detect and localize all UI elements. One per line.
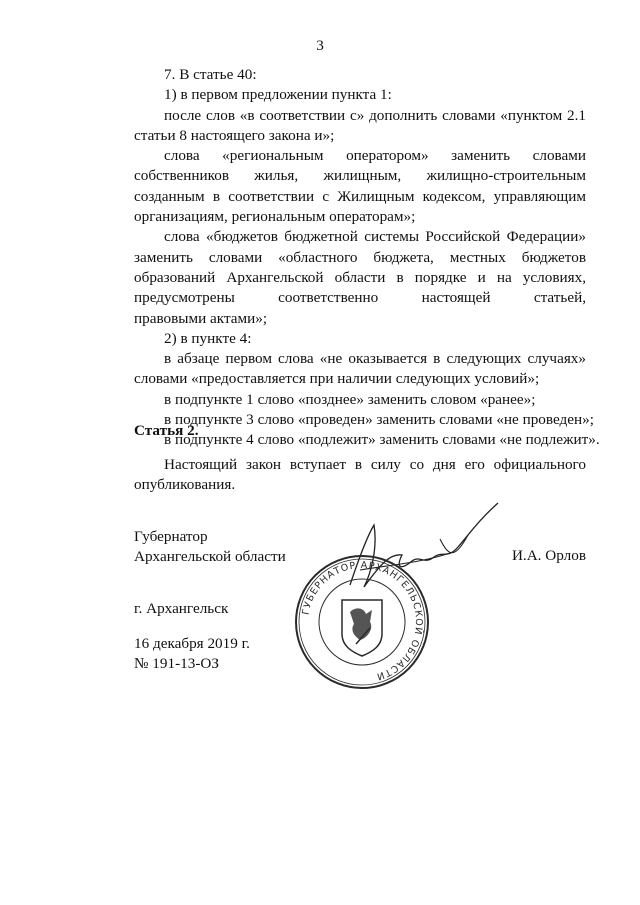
coat-of-arms-icon (342, 600, 382, 656)
signatory-position (134, 527, 286, 568)
text-line: статьи 8 настоящего закона и»; (134, 126, 335, 144)
text-line: после слов «в соответствии с» дополнить словами «пунктом 2.1 (164, 106, 586, 124)
signatory-name: И.А. Орлов (511, 547, 586, 564)
text-line: в подпункте 3 слово «проведен» заменить словами «не проведен»; (164, 411, 594, 429)
text-line: словами «предоставляется при наличии следующих условий»; (134, 370, 540, 388)
text-line: в подпункте 4 слово «подлежит» заменить словами «не подлежит». (164, 431, 600, 449)
text-line: слова «бюджетов бюджетной системы Российской Федерации» (164, 228, 586, 246)
text-line: правовыми актами»; (134, 309, 268, 327)
text-line: слова «региональным оператором» заменить словами (164, 147, 586, 165)
text-line: созданным в соответствии с Жилищным кодексом, управляющим (134, 187, 586, 205)
svg-text:ГУБЕРНАТОР АРХАНГЕЛЬСКОЙ ОБЛАС: ГУБЕРНАТОР АРХАНГЕЛЬСКОЙ ОБЛАСТИ (300, 559, 425, 683)
text-line: предусмотрены соответственно настоящей статьей, (134, 289, 586, 307)
article-2-text (134, 455, 586, 496)
signing-date: 16 декабря 2019 г. (134, 635, 250, 652)
text-line: 1) в первом предложении пункта 1: (164, 86, 392, 104)
text-line: заменить словами «областного бюджета, местных бюджетов (134, 248, 586, 266)
official-seal (292, 552, 432, 692)
place-of-signing: г. Архангельск (134, 600, 229, 617)
text-line: организациям, региональным операторам»; (134, 208, 416, 226)
article-2-line-1: Настоящий закон вступает в силу со дня его официального (164, 456, 586, 473)
page-number: 3 (316, 37, 324, 54)
article-2-title: Статья 2. (134, 422, 199, 439)
text-line: 2) в пункте 4: (164, 329, 252, 347)
amendment-text (134, 65, 600, 451)
law-number: № 191-13-ОЗ (134, 655, 219, 672)
text-line: 7. В статье 40: (164, 66, 257, 83)
text-line: в подпункте 1 слово «позднее» заменить словом «ранее»; (164, 390, 536, 408)
signatory-region: Архангельской области (134, 548, 286, 566)
text-line: собственников жилья, жилищным, жилищно-строительным (134, 167, 586, 185)
text-line: образований Архангельской области в порядке и на условиях, (134, 268, 586, 286)
signatory-title: Губернатор (134, 528, 208, 545)
text-line: в абзаце первом слова «не оказывается в следующих случаях» (164, 350, 586, 368)
article-2-line-2: опубликования. (134, 476, 236, 494)
